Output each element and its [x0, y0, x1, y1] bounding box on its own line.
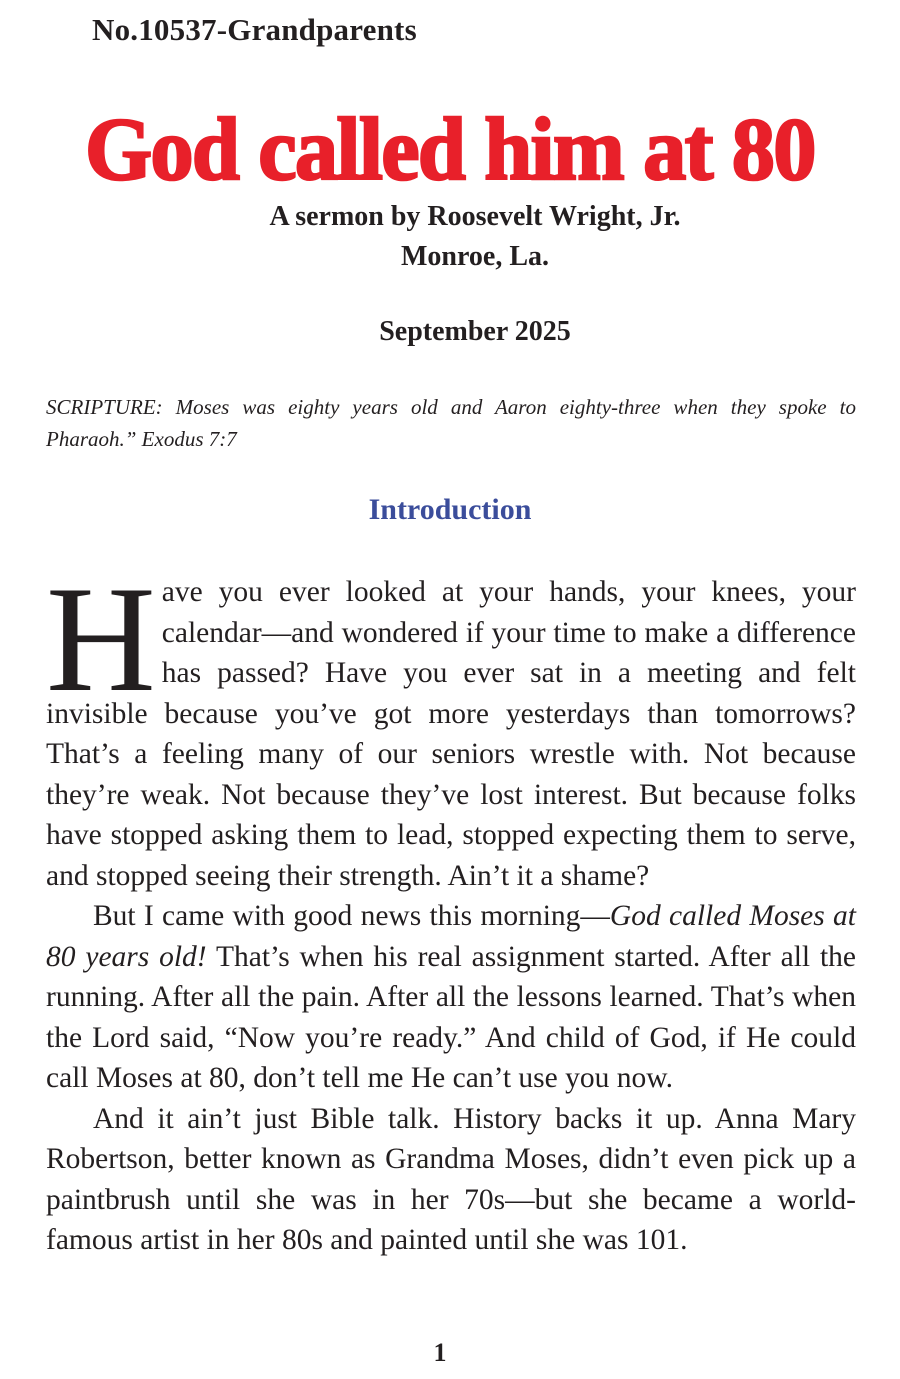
- paragraph-2-lead: But I came with good news this morning—: [93, 900, 610, 932]
- body-paragraph-3: [46, 1099, 856, 1261]
- drop-cap: H: [46, 555, 156, 723]
- section-heading-introduction: Introduction: [368, 493, 532, 526]
- sermon-date: September 2025: [379, 316, 571, 347]
- paragraph-1-text: ave you ever looked at your hands, your knees, your calendar—and wondered if your time to make a difference has passed? Have you ever sat in a meeting and felt invisible because you’ve got more yesterdays than tomorrows? That’s a feeling many of our seniors wrestle with. Not because they’re weak. Not because they’ve lost interest. But because folks have stopped asking them to lead, stopped expecting them to serve, and stopped seeing their strength. Ain’t it a shame?: [46, 576, 856, 892]
- body-paragraph-2: [46, 896, 856, 1099]
- author-byline: A sermon by Roosevelt Wright, Jr.: [269, 201, 681, 232]
- page-number: 1: [433, 1338, 447, 1367]
- paragraph-2-rest: That’s when his real assignment started. After all the running. After all the pain. After all the lessons learned. That’s when the Lord said, “Now you’re ready.” And child of God, if He could call Moses at 80, don’t tell me He can’t use you now.: [46, 940, 856, 1094]
- body-paragraph-1: [46, 555, 856, 896]
- sermon-title: God called him at 80: [85, 99, 815, 199]
- scripture-quote: SCRIPTURE: Moses was eighty years old and Aaron eighty-three when they spoke to Pharaoh.” Exodus 7:7: [46, 395, 856, 451]
- paragraph-2-emphasis: God called Moses at 80 years old!: [46, 900, 856, 973]
- paragraph-3-text: And it ain’t just Bible talk. History backs it up. Anna Mary Robertson, better known as Grandma Moses, didn’t even pick up a paintbrush until she was in her 70s—but she became a world-famous artist in her 80s and painted until she was 101.: [46, 1102, 856, 1256]
- document-number: No.10537-Grandparents: [92, 12, 417, 47]
- author-location: Monroe, La.: [400, 241, 550, 272]
- sermon-body: [46, 555, 856, 1261]
